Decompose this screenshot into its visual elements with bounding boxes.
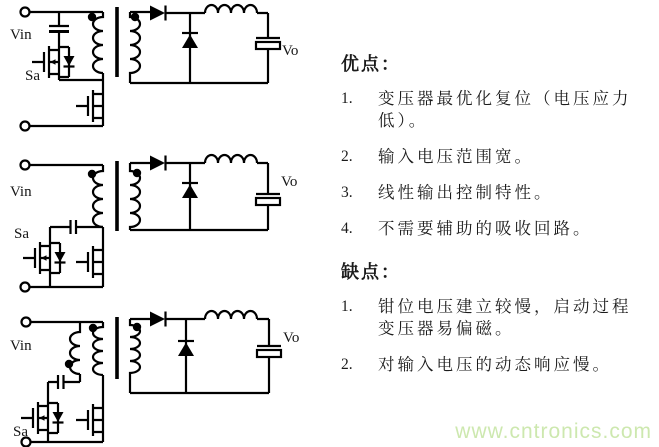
primary-polarity-dot: [88, 13, 96, 21]
circuit-diagram-1: [0, 0, 335, 148]
freewheel-diode: [182, 13, 198, 83]
list-text: 输入电压范围宽。: [378, 147, 534, 166]
secondary-polarity-dot: [131, 13, 139, 21]
input-terminal-bottom: [21, 122, 30, 131]
sa-label: Sa: [14, 226, 29, 242]
primary-polarity-dot: [88, 170, 96, 178]
advantage-item: [341, 218, 659, 240]
disadvantages-title: 缺点：: [341, 262, 401, 282]
vin-label: Vin: [10, 338, 32, 354]
sa-label: Sa: [13, 424, 28, 440]
vin-label: Vin: [10, 184, 32, 200]
clamp-mosfet-sa: [32, 44, 103, 80]
vo-label: Vo: [282, 43, 299, 59]
list-number: 2.: [341, 148, 353, 165]
circuit-diagram-3: [0, 298, 335, 447]
list-number: 1.: [341, 298, 353, 315]
list-text: 变压器最优化复位（电压应力低）。: [378, 89, 632, 130]
notes-column: [341, 50, 659, 390]
list-number: 4.: [341, 220, 353, 237]
output-capacitor: [256, 38, 280, 83]
main-mosfet: [76, 375, 103, 442]
input-terminal-bottom: [21, 283, 30, 292]
list-number: 1.: [341, 90, 353, 107]
primary-polarity-dot: [89, 324, 97, 332]
main-mosfet: [76, 244, 103, 287]
clamp-mosfet-sa: [23, 240, 66, 287]
secondary-winding: [130, 12, 140, 83]
list-text: 对输入电压的动态响应慢。: [378, 355, 612, 374]
list-text: 钳位电压建立较慢，启动过程变压器易偏磁。: [378, 297, 632, 338]
clamp-winding-polarity-dot: [65, 360, 73, 368]
list-text: 不需要辅助的吸收回路。: [378, 219, 593, 238]
list-number: 2.: [341, 356, 353, 373]
list-number: 3.: [341, 184, 353, 201]
secondary-polarity-dot: [133, 323, 141, 331]
output-inductor: [205, 155, 268, 194]
output-capacitor: [257, 346, 281, 393]
input-terminal-top: [22, 318, 31, 327]
circuit-diagram-2: [0, 148, 335, 298]
advantage-item: [341, 88, 659, 132]
freewheel-diode: [182, 163, 198, 230]
disadvantage-item: [341, 354, 659, 376]
clamp-capacitor: [48, 374, 80, 400]
vo-label: Vo: [281, 174, 298, 190]
transformer: [88, 7, 140, 83]
clamp-capacitor: [49, 12, 69, 44]
output-inductor: [205, 311, 269, 346]
site-watermark: www.cntronics.com: [455, 420, 652, 443]
rectifier-diode: [150, 312, 205, 327]
rectifier-diode: [150, 6, 205, 21]
advantage-item: [341, 182, 659, 204]
sa-label: Sa: [25, 68, 40, 84]
transformer: [88, 161, 141, 231]
output-inductor: [205, 5, 268, 38]
advantage-item: [341, 146, 659, 168]
disadvantage-item: [341, 296, 659, 340]
primary-winding: [93, 12, 103, 73]
vin-label: Vin: [10, 27, 32, 43]
clamp-winding: [65, 322, 80, 374]
output-capacitor: [256, 194, 280, 230]
secondary-polarity-dot: [133, 169, 141, 177]
vo-label: Vo: [283, 330, 300, 346]
transformer: [89, 317, 141, 393]
rectifier-diode: [150, 156, 205, 171]
list-text: 线性输出控制特性。: [378, 183, 554, 202]
input-terminal-top: [21, 161, 30, 170]
advantages-title: 优点：: [341, 54, 401, 74]
freewheel-diode: [178, 319, 194, 393]
input-terminal-top: [21, 8, 30, 17]
